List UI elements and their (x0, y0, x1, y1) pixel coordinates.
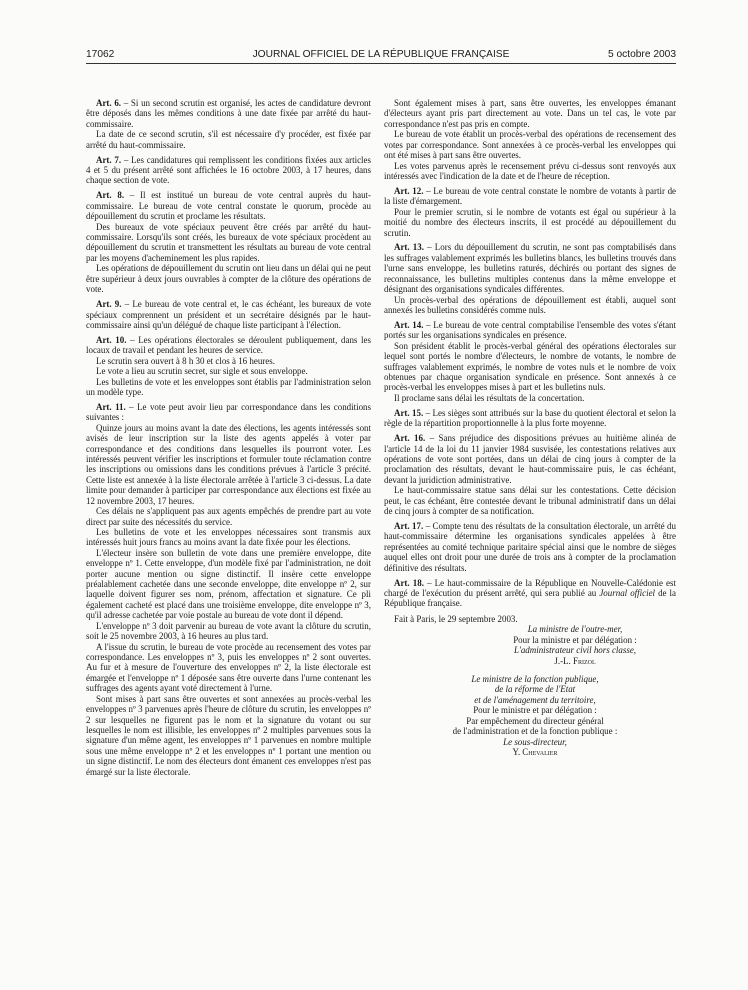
paragraph: Ces délais ne s'appliquent pas aux agents empêchés de prendre part au vote direct par suite des nécessités du service. (86, 506, 371, 527)
paragraph: Le vote a lieu au scrutin secret, sur sigle et sous enveloppe. (96, 366, 308, 377)
article-heading: Art. 11. (96, 401, 126, 412)
paragraph: Les bulletins de vote et les enveloppes nécessaires sont transmis aux intéressés huit jours francs au moins avant la date fixée pour les élections. (86, 526, 371, 548)
paragraph: Des bureaux de vote spéciaux peuvent être créés par arrêté du haut-commissaire. Lorsqu'ils sont créés, les bureaux de vote spéciaux procèdent au dépouillement du scrutin et transmettent les résultats au bureau de vote central par les moyens d'acheminement les plus rapides. (86, 221, 371, 263)
paragraph: A l'issue du scrutin, le bureau de vote procède au recensement des votes par correspondance. Les enveloppes nº 3, puis les enveloppes nº 2 sont ouvertes. Au fur et à mesure de l'ouverture des enveloppes nº 2, la liste électorale est émargée et l'enveloppe nº 1 déposée sans être ouverte dans l'urne contenant les suffrages des agents ayant voté directement à l'urne. (86, 641, 371, 694)
page-number: 17062 (86, 49, 115, 60)
article-heading: Art. 8. (96, 190, 125, 201)
signature-line: Par empêchement du directeur général (466, 715, 604, 726)
article-heading: Art. 15. (394, 407, 424, 418)
paragraph: Le bureau de vote établit un procès-verbal des opérations de recensement des votes par correspondance. Sont annexées à ce procès-verbal les enveloppes qui ont été mises à part sans être ouvertes. (384, 129, 676, 161)
paragraph: Sont également mises à part, sans être ouvertes, les enveloppes émanant d'électeurs ayant pris part directement au vote. Dans un tel cas, le vote par correspondance n'est pas pris en compte. (384, 98, 676, 129)
article-heading: Art. 18. (394, 577, 424, 588)
signatory-name: Y. Chevalier (512, 746, 558, 757)
article-heading: Art. 12. (394, 185, 424, 196)
paragraph: Les opérations de dépouillement du scrutin ont lieu dans un délai qui ne peut être supérieur à deux jours ouvrables à compter de la clôture des opérations de vote. (86, 263, 371, 295)
signature-line: Pour la ministre et par délégation : (513, 634, 637, 645)
paragraph: L'enveloppe nº 3 doit parvenir au bureau de vote avant la clôture du scrutin, soit le 25 novembre 2003, à 16 heures au plus tard. (86, 620, 371, 642)
signature-block-outre-mer (464, 624, 676, 666)
article-paragraph: Art. 11. – Le vote peut avoir lieu par correspondance dans les conditions suivantes : (86, 401, 371, 423)
signature-line: L'administrateur civil hors classe, (513, 645, 637, 656)
article-heading: Art. 6. (96, 98, 122, 108)
paragraph: Il proclame sans délai les résultats de la concertation. (394, 392, 585, 403)
paragraph: Un procès-verbal des opérations de dépouillement est établi, auquel sont annexés les bulletins considérés comme nuls. (384, 294, 676, 316)
signature-line: Pour le ministre et par délégation : (473, 705, 597, 716)
article-heading: Art. 10. (96, 334, 127, 345)
signature-line: Le ministre de la fonction publique, (471, 674, 599, 685)
article-paragraph: Art. 17. – Compte tenu des résultats de la consultation électorale, un arrêté du haut-commissaire détermine les organisations syndicales appelées à être représentées au comité technique paritaire spécial ainsi que le nombre de sièges auquel elles ont droit pour une durée de trois ans à compter de la proclamation définitive des résultats. (384, 521, 676, 573)
article-paragraph: Art. 13. – Lors du dépouillement du scrutin, ne sont pas comptabilisés dans les suffrages valablement exprimés les bulletins blancs, les bulletins trouvés dans l'urne sans enveloppe, les bulletins raturés, déchirés ou portant des signes de reconnaissance, les bulletins multiples contenus dans la même enveloppe et désignant des organisations syndicales différentes. (384, 242, 676, 295)
article-heading: Art. 7. (96, 154, 122, 165)
article-paragraph: Art. 7. – Les candidatures qui remplissent les conditions fixées aux articles 4 et 5 du présent arrêté sont affichées le 16 octobre 2003, à 17 heures, dans chaque section de vote. (86, 154, 371, 186)
article-paragraph: Art. 15. – Les sièges sont attribués sur la base du quotient électoral et selon la règle de la répartition proportionnelle à la plus forte moyenne. (384, 407, 676, 429)
paragraph: Les bulletins de vote et les enveloppes sont établis par l'administration selon un modèle type. (86, 376, 371, 397)
signature-line (384, 747, 676, 757)
signature-line (464, 656, 676, 666)
paragraph: Son président établit le procès-verbal général des opérations électorales sur lequel sont portés le nombre d'électeurs, le nombre de votants, le nombre de suffrages valablement exprimés, le nombre de votes nuls et le nombre de voix obtenues par chaque organisation syndicale en présence. Sont annexés à ce procès-verbal les enveloppes mises à part et les bulletins nuls. (384, 340, 676, 393)
article-heading: Art. 17. (394, 521, 424, 532)
article-paragraph: Art. 6. – Si un second scrutin est organisé, les actes de candidature devront être déposés dans les mêmes conditions à une date fixée par arrêté du haut-commissaire. (86, 98, 371, 129)
right-column (384, 98, 676, 757)
article-paragraph: Art. 8. – Il est institué un bureau de vote central auprès du haut-commissaire. Le bureau de vote central constate le quorum, procède au dépouillement du scrutin et proclame les résultats. (86, 190, 372, 222)
journal-title: JOURNAL OFFICIEL DE LA RÉPUBLIQUE FRANÇAISE (252, 49, 510, 60)
signatory-name: J.-L. Frizol (554, 655, 596, 666)
issue-date: 5 octobre 2003 (608, 49, 676, 60)
article-paragraph: Art. 12. – Le bureau de vote central constate le nombre de votants à partir de la liste d'émargement. (384, 185, 677, 207)
paragraph: Quinze jours au moins avant la date des élections, les agents intéressés sont avisés de leur inscription sur la liste des agents appelés à voter par correspondance et des conditions dans lesquelles ils pourront voter. Les intéressés peuvent vérifier les inscriptions et formuler toute réclamation contre les inscriptions ou omissions dans les conditions prévues à l'article 3 précité. Cette liste est annexée à la liste électorale arrêtée à l'article 3 ci-dessus. La date limite pour demander à participer par correspondance aux élections est fixée au 12 novembre 2003, 17 heures. (86, 422, 371, 506)
article-heading: Art. 9. (96, 299, 122, 310)
signature-line: et de l'aménagement du territoire, (474, 694, 596, 705)
header-rule (86, 63, 676, 64)
article-paragraph: Art. 16. – Sans préjudice des dispositions prévues au huitième alinéa de l'article 14 de la loi du 11 janvier 1984 susvisée, les contestations relatives aux opérations de vote sont portées, dans un délai de cinq jours à compter de la proclamation des résultats, devant le haut-commissaire puis, le cas échéant, devant la juridiction administrative. (384, 433, 676, 485)
signature-line: Le sous-directeur, (503, 736, 567, 747)
left-column (86, 98, 371, 777)
signature-line: de la réforme de l'Etat (494, 684, 576, 695)
paragraph: Sont mises à part sans être ouvertes et sont annexées au procès-verbal les enveloppes nº 3 parvenues après l'heure de clôture du scrutin, les enveloppes nº 2 sur lesquelles ne figurent pas le nom et la signature du votant ou sur lesquelles le nom est illisible, les enveloppes nº 2 multiples parvenues sous la signature d'un même agent, les enveloppes nº 1 parvenues en nombre multiple sous une même enveloppe nº 2 et les enveloppes nº 1 portant une mention ou un signe distinctif. Le nom des électeurs dont émanent ces enveloppes n'est pas émargé sur la liste électorale. (86, 693, 371, 777)
journal-name: Journal officiel (599, 588, 656, 599)
article-paragraph: Art. 10. – Les opérations électorales se déroulent publiquement, dans les locaux de travail et pendant les heures de service. (86, 334, 371, 356)
signature-line: de l'administration et de la fonction publique : (452, 726, 618, 737)
page-header (86, 47, 676, 63)
signature-place-date: Fait à Paris, le 29 septembre 2003. (394, 613, 518, 624)
paragraph: Pour le premier scrutin, si le nombre de votants est égal ou supérieur à la moitié du nombre des électeurs inscrits, il est procédé au dépouillement du scrutin. (384, 206, 676, 238)
paragraph: Le haut-commissaire statue sans délai sur les contestations. Cette décision peut, le cas échéant, être contestée devant le tribunal administratif dans un délai de cinq jours à compter de sa notification. (384, 485, 676, 517)
article-paragraph: Art. 9. – Le bureau de vote central et, le cas échéant, les bureaux de vote spéciaux comprennent un président et un secrétaire désignés par le haut-commissaire ainsi qu'un délégué de chaque liste participant à l'élection. (86, 299, 371, 330)
article-paragraph: Art. 14. – Le bureau de vote central comptabilise l'ensemble des votes s'étant portés sur les organisations syndicales en présence. (384, 319, 676, 341)
signature-block-fonction-publique (384, 674, 676, 757)
article-heading: Art. 14. (394, 319, 424, 330)
paragraph: Les votes parvenus après le recensement prévu ci-dessus sont renvoyés aux intéressés avec l'indication de la date et de l'heure de réception. (384, 160, 676, 181)
article-heading: Art. 16. (394, 433, 426, 444)
signature-line: La ministre de l'outre-mer, (527, 624, 623, 635)
paragraph: L'électeur insère son bulletin de vote dans une première enveloppe, dite enveloppe nº 1. Cette enveloppe, d'un modèle fixé par l'administration, ne doit porter aucune mention ou signe distinctif. Il insère cette enveloppe préalablement cachetée dans une seconde enveloppe, dite enveloppe nº 2, sur laquelle doivent figurer ses nom, prénom, affectation et signature. Ce pli également cacheté est placé dans une troisième enveloppe, dite enveloppe nº 3, qu'il adresse cachetée par voie postale au bureau de vote dont il dépend. (86, 547, 371, 621)
article-heading: Art. 13. (394, 242, 424, 253)
article-paragraph: Art. 18. – Le haut-commissaire de la République en Nouvelle-Calédonie est chargé de l'exécution du présent arrêté, qui sera publié au Journal officiel de la République française. (384, 577, 677, 609)
paragraph: Le scrutin sera ouvert à 8 h 30 et clos à 16 heures. (96, 355, 275, 366)
paragraph: La date de ce second scrutin, s'il est nécessaire d'y procéder, est fixée par arrêté du haut-commissaire. (86, 129, 371, 150)
